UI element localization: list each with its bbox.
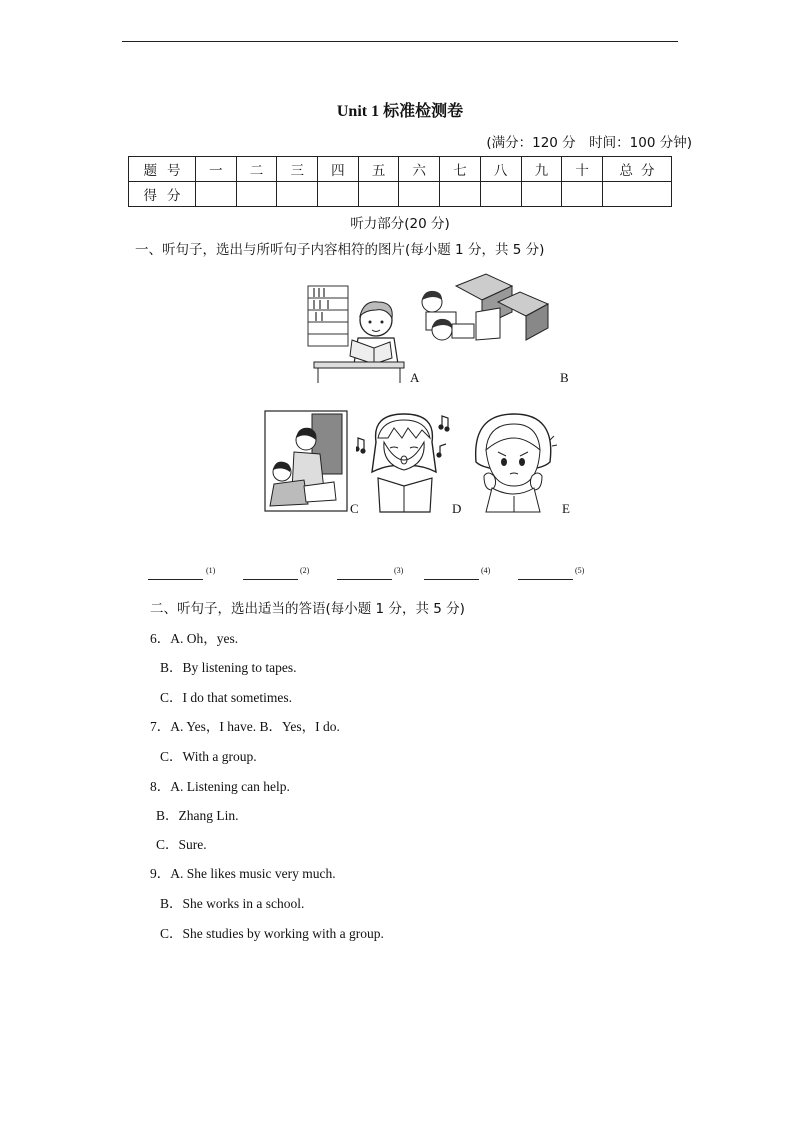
score-col-9: 九	[521, 157, 562, 182]
score-col-10: 十	[562, 157, 603, 182]
blank-number-4: (4)	[481, 566, 491, 575]
answer-blank-3[interactable]	[337, 579, 392, 580]
score-row-label: 题号	[129, 157, 196, 182]
score-cell[interactable]	[521, 182, 562, 207]
score-cell[interactable]	[562, 182, 603, 207]
score-cell[interactable]	[277, 182, 318, 207]
page-title: Unit 1 标准检测卷	[336, 103, 464, 120]
score-col-1: 一	[196, 157, 237, 182]
blank-number-5: (5)	[575, 566, 585, 575]
listening-heading: 听力部分(20 分)	[350, 216, 450, 232]
question-6: 6．A. Oh，yes.	[150, 631, 239, 646]
exam-meta: (满分：120 分 时间：100 分钟)	[486, 135, 692, 151]
score-col-2: 二	[236, 157, 277, 182]
answer-blank-5[interactable]	[518, 579, 573, 580]
score-cell[interactable]	[480, 182, 521, 207]
blank-number-2: (2)	[300, 566, 310, 575]
picture-label-d: D	[452, 501, 462, 516]
part2-instruction: 二、听句子，选出适当的答语(每小题 1 分，共 5 分)	[150, 601, 465, 617]
score-col-4: 四	[318, 157, 359, 182]
score-table	[128, 156, 672, 207]
picture-e-worried-girl	[468, 410, 558, 514]
picture-b-boys-with-boxes	[416, 272, 552, 344]
part1-instruction: 一、听句子，选出与所听句子内容相符的图片(每小题 1 分，共 5 分)	[135, 242, 545, 258]
answer-blank-4[interactable]	[424, 579, 479, 580]
score-cell[interactable]	[318, 182, 359, 207]
question-7: 7．A. Yes，I have. B．Yes，I do.	[150, 719, 340, 734]
score-col-3: 三	[277, 157, 318, 182]
option-8c: C．Sure.	[156, 837, 207, 852]
picture-a-boy-reading	[306, 284, 410, 384]
option-9b: B．She works in a school.	[160, 896, 305, 911]
score-cell[interactable]	[399, 182, 440, 207]
answer-blank-2[interactable]	[243, 579, 298, 580]
option-9c: C．She studies by working with a group.	[160, 926, 384, 941]
option-8b: B．Zhang Lin.	[156, 808, 239, 823]
score-col-6: 六	[399, 157, 440, 182]
blank-number-1: (1)	[206, 566, 216, 575]
score-col-7: 七	[440, 157, 481, 182]
picture-label-c: C	[350, 501, 359, 516]
score-cell[interactable]	[358, 182, 399, 207]
score-table-row-score	[129, 182, 672, 207]
option-6c: C．I do that sometimes.	[160, 690, 292, 705]
blank-number-3: (3)	[394, 566, 404, 575]
question-8: 8．A. Listening can help.	[150, 779, 290, 794]
score-col-8: 八	[480, 157, 521, 182]
answer-blank-1[interactable]	[148, 579, 203, 580]
question-9: 9．A. She likes music very much.	[150, 866, 336, 881]
score-total-cell[interactable]	[603, 182, 672, 207]
picture-c-students-studying	[264, 410, 348, 512]
option-6b: B．By listening to tapes.	[160, 660, 297, 675]
top-rule	[122, 41, 678, 42]
score-col-5: 五	[358, 157, 399, 182]
score-cell[interactable]	[236, 182, 277, 207]
picture-label-b: B	[560, 370, 569, 385]
score-cell[interactable]	[196, 182, 237, 207]
picture-d-girl-singing	[356, 408, 456, 514]
picture-label-e: E	[562, 501, 570, 516]
score-row2-label: 得分	[129, 182, 196, 207]
score-cell[interactable]	[440, 182, 481, 207]
score-total-label: 总分	[603, 157, 672, 182]
score-table-row-header	[129, 157, 672, 182]
picture-label-a: A	[410, 370, 420, 385]
option-7c: C．With a group.	[160, 749, 257, 764]
